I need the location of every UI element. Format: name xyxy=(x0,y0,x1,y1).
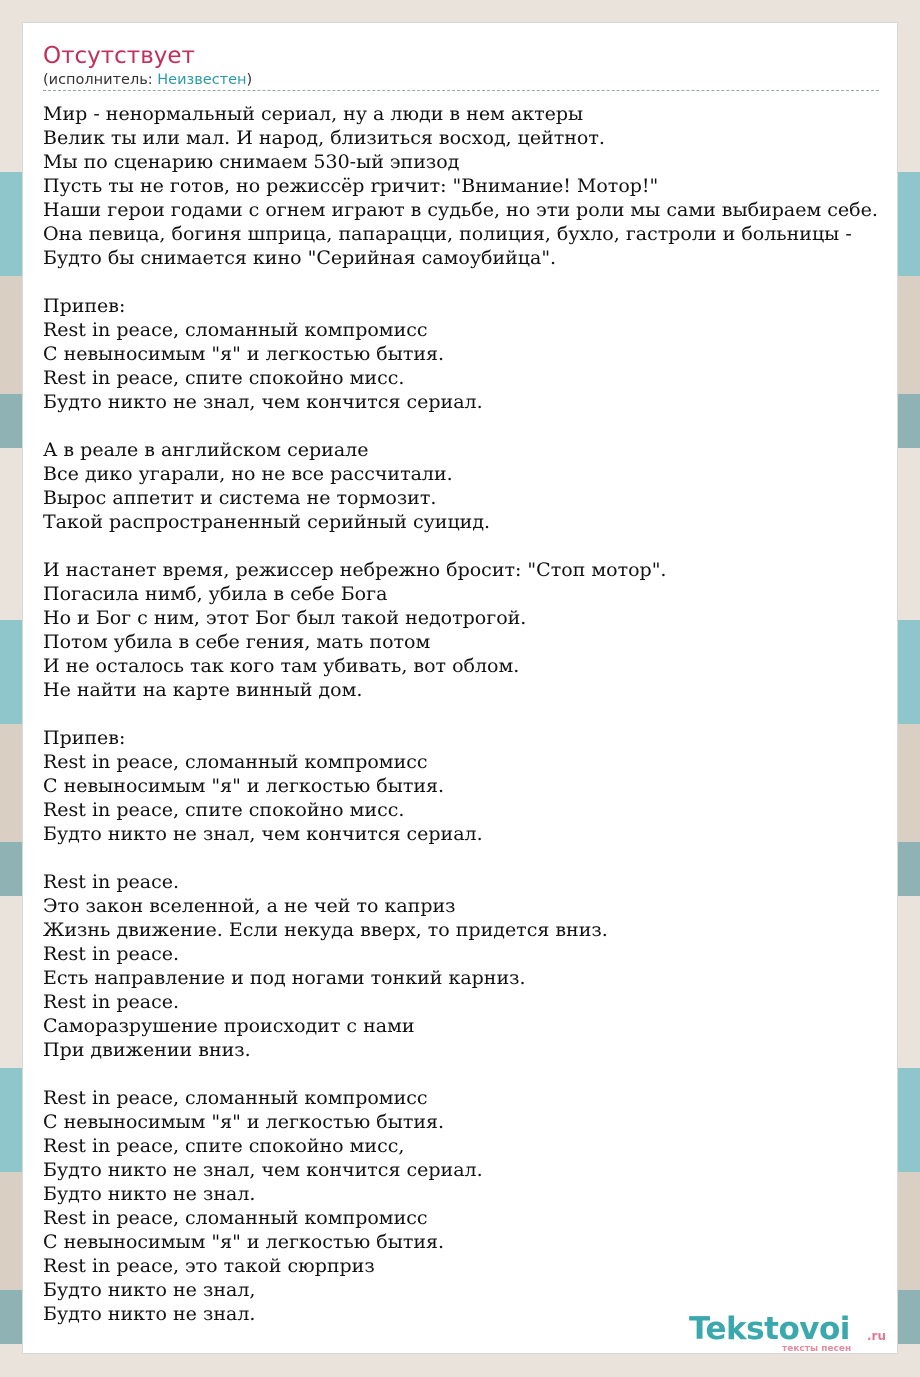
lyric-line: С невыносимым "я" и легкостью бытия. xyxy=(43,775,445,797)
lyric-line: Rest in peace, сломанный компромисс xyxy=(43,1087,428,1109)
lyric-line: Rest in peace, сломанный компромисс xyxy=(43,1207,428,1229)
lyric-line: А в реале в английском сериале xyxy=(43,439,369,461)
lyric-line: Это закон вселенной, а не чей то каприз xyxy=(43,895,456,917)
lyric-line: С невыносимым "я" и легкостью бытия. xyxy=(43,343,445,365)
lyric-blank-line xyxy=(43,270,878,294)
lyric-line: Будто никто не знал. xyxy=(43,1303,256,1325)
lyric-line: Мы по сценарию снимаем 530-ый эпизод xyxy=(43,151,460,173)
lyric-blank-line xyxy=(43,702,878,726)
lyric-line: Она певица, богиня шприца, папарацци, полиция, бухло, гастроли и больницы - xyxy=(43,223,852,245)
lyric-line: При движении вниз. xyxy=(43,1039,251,1061)
lyric-line: Будто никто не знал. xyxy=(43,1183,256,1205)
lyric-line: Rest in peace, это такой сюрприз xyxy=(43,1255,375,1277)
logo-wordmark: Tekstovoi xyxy=(689,1311,850,1347)
lyric-line: Все дико угарали, но не все рассчитали. xyxy=(43,463,453,485)
lyric-line: И настанет время, режиссер небрежно бросит: "Стоп мотор". xyxy=(43,559,667,581)
lyric-line: Будто бы снимается кино "Серийная самоубийца". xyxy=(43,247,557,269)
song-title: Отсутствует xyxy=(43,43,195,69)
lyric-line: Есть направление и под ногами тонкий карниз. xyxy=(43,967,526,989)
lyric-blank-line xyxy=(43,414,878,438)
lyric-line: Погасила нимб, убила в себе Бога xyxy=(43,583,388,605)
lyric-line: Rest in peace, сломанный компромисс xyxy=(43,751,428,773)
lyric-line: Припев: xyxy=(43,727,126,749)
lyric-line: Жизнь движение. Если некуда вверх, то придется вниз. xyxy=(43,919,608,941)
site-logo[interactable] xyxy=(689,1311,889,1354)
lyric-line: Саморазрушение происходит с нами xyxy=(43,1015,415,1037)
artist-prefix: (исполнитель: xyxy=(43,72,158,88)
lyric-line: Rest in peace. xyxy=(43,943,179,965)
lyric-line: Будто никто не знал, чем кончится сериал. xyxy=(43,823,483,845)
lyrics-card xyxy=(22,22,898,1354)
lyrics-text xyxy=(43,102,878,1326)
artist-suffix: ) xyxy=(246,72,253,88)
lyric-line: Такой распространенный серийный суицид. xyxy=(43,511,491,533)
lyric-blank-line xyxy=(43,534,878,558)
lyric-blank-line xyxy=(43,1062,878,1086)
lyric-blank-line xyxy=(43,846,878,870)
lyric-line: Велик ты или мал. И народ, близиться восход, цейтнот. xyxy=(43,127,605,149)
lyric-line: Rest in peace. xyxy=(43,871,179,893)
lyric-line: Потом убила в себе гения, мать потом xyxy=(43,631,431,653)
lyric-line: Rest in peace, спите спокойно мисс. xyxy=(43,367,405,389)
lyric-line: Вырос аппетит и система не тормозит. xyxy=(43,487,437,509)
artist-link[interactable]: Неизвестен xyxy=(157,72,247,88)
lyric-line: Будто никто не знал, чем кончится сериал. xyxy=(43,391,483,413)
lyric-line: Наши герои годами с огнем играют в судьбе, но эти роли мы сами выбираем себе. xyxy=(43,199,878,221)
lyric-line: Будто никто не знал, чем кончится сериал. xyxy=(43,1159,483,1181)
lyric-line: С невыносимым "я" и легкостью бытия. xyxy=(43,1231,445,1253)
lyric-line: Припев: xyxy=(43,295,126,317)
lyric-line: С невыносимым "я" и легкостью бытия. xyxy=(43,1111,445,1133)
lyric-line: Rest in peace, спите спокойно мисс, xyxy=(43,1135,405,1157)
logo-domain: .ru xyxy=(867,1329,887,1343)
lyric-line: И не осталось так кого там убивать, вот облом. xyxy=(43,655,520,677)
lyric-line: Но и Бог с ним, этот Бог был такой недотрогой. xyxy=(43,607,527,629)
lyric-line: Rest in peace. xyxy=(43,991,179,1013)
lyric-line: Мир - ненормальный сериал, ну а люди в нем актеры xyxy=(43,103,584,125)
artist-line xyxy=(43,72,252,88)
lyric-line: Rest in peace, сломанный компромисс xyxy=(43,319,428,341)
lyric-line: Не найти на карте винный дом. xyxy=(43,679,363,701)
lyric-line: Rest in peace, спите спокойно мисс. xyxy=(43,799,405,821)
lyric-line: Будто никто не знал, xyxy=(43,1279,256,1301)
lyric-line: Пусть ты не готов, но режиссёр rричит: "Внимание! Мотор!" xyxy=(43,175,659,197)
title-divider xyxy=(43,90,879,91)
logo-tagline: тексты песен xyxy=(782,1344,852,1354)
